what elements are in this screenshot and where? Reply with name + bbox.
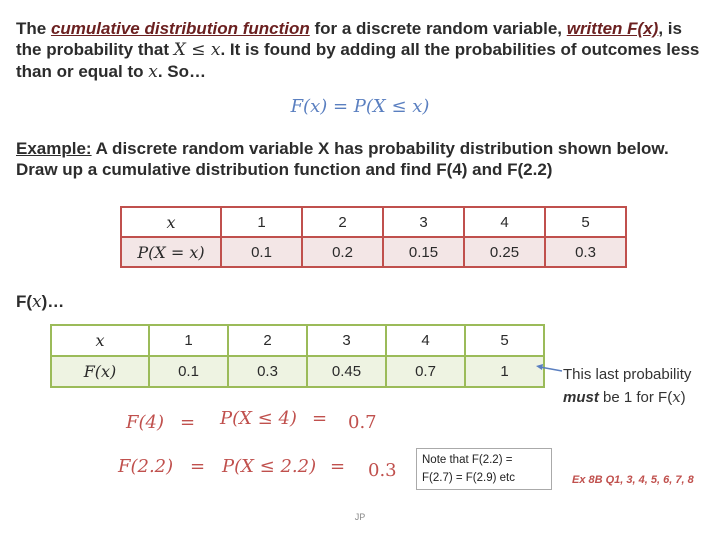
- example-text: A discrete random variable X has probability distribution shown below. Draw up a cumulative distribution function and find F(4) and F(2.2): [16, 139, 669, 179]
- f22-equals: =: [190, 456, 206, 477]
- cdf-table: [50, 324, 545, 388]
- cdf-table-f-cell: 0.7: [386, 356, 465, 387]
- prob-table-p-cell: 0.3: [545, 237, 626, 267]
- cdf-table-f-header: F(x): [51, 356, 149, 387]
- prob-table-x-cell: 2: [302, 207, 383, 237]
- example-label: Example:: [16, 139, 92, 158]
- last-probability-note: This last probability must be 1 for F(x): [563, 366, 692, 406]
- prob-table-x-cell: 3: [383, 207, 464, 237]
- probability-table: [120, 206, 627, 268]
- math-x-le-x: X ≤ x: [173, 40, 221, 60]
- prob-table-p-cell: 0.2: [302, 237, 383, 267]
- cdf-formula: F(x) = P(X ≤ x): [290, 96, 430, 117]
- prob-table-p-cell: 0.25: [464, 237, 545, 267]
- footer-initials: JP: [354, 512, 366, 522]
- prob-table-p-cell: 0.1: [221, 237, 302, 267]
- cdf-table-x-header: x: [51, 325, 149, 356]
- f4-probability: P(X ≤ 4): [220, 408, 297, 429]
- cdf-table-x-cell: 5: [465, 325, 544, 356]
- exercise-reference: Ex 8B Q1, 3, 4, 5, 6, 7, 8: [572, 474, 694, 486]
- cdf-table-f-cell: 0.3: [228, 356, 307, 387]
- math-x: x: [148, 62, 158, 82]
- f4-result: 0.7: [348, 412, 377, 433]
- cdf-table-f-cell: 1: [465, 356, 544, 387]
- cdf-table-x-cell: 1: [149, 325, 228, 356]
- prob-table-x-header: x: [121, 207, 221, 237]
- example-paragraph: [16, 138, 706, 180]
- f22-lhs: F(2.2): [118, 456, 174, 477]
- prob-table-x-cell: 1: [221, 207, 302, 237]
- cdf-table-f-cell: 0.45: [307, 356, 386, 387]
- prob-table-p-cell: 0.15: [383, 237, 464, 267]
- f4-equals-2: =: [312, 408, 328, 429]
- cdf-table-f-cell: 0.1: [149, 356, 228, 387]
- arrow-icon: [534, 362, 564, 376]
- prob-table-x-cell: 4: [464, 207, 545, 237]
- f22-equals-2: =: [330, 456, 346, 477]
- written-fx: written F(x): [566, 19, 659, 38]
- cdf-table-x-cell: 4: [386, 325, 465, 356]
- cdf-table-x-cell: 2: [228, 325, 307, 356]
- prob-table-p-header: P(X = x): [121, 237, 221, 267]
- cdf-table-x-cell: 3: [307, 325, 386, 356]
- prob-table-x-cell: 5: [545, 207, 626, 237]
- fx-label: F(x)…: [16, 292, 65, 312]
- f22-result: 0.3: [368, 460, 397, 481]
- cdf-term: cumulative distribution function: [50, 19, 310, 38]
- note-box: Note that F(2.2) = F(2.7) = F(2.9) etc: [416, 448, 552, 490]
- f22-probability: P(X ≤ 2.2): [222, 456, 317, 477]
- f4-equals: =: [180, 412, 196, 433]
- f4-lhs: F(4): [126, 412, 164, 433]
- intro-paragraph: The cumulative distribution function for a discrete random variable, written F(x), is the probability that X ≤ x. It is found by adding all the probabilities of outcomes less than or equal to x. So…: [16, 19, 700, 82]
